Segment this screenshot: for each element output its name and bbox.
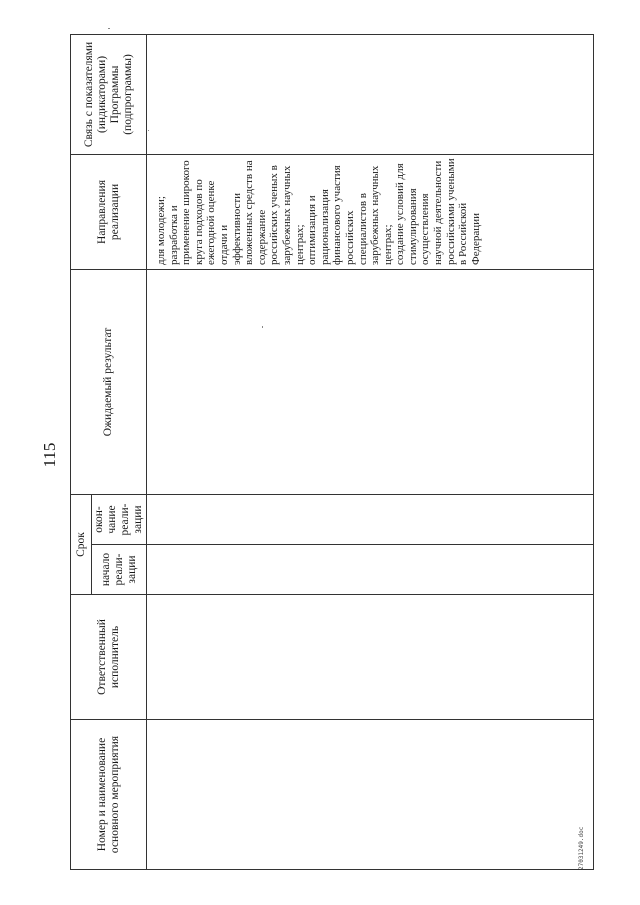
rotated-content [30, 30, 600, 880]
directions-line: рационализация [318, 189, 331, 265]
header-term-start: начало реали- зации [92, 545, 147, 595]
document-code: 27031249.doc [578, 826, 585, 870]
cell-responsible [147, 595, 594, 720]
directions-line: отдачи и [217, 224, 230, 265]
table-row [147, 34, 594, 869]
directions-line: зарубежных научных [280, 165, 293, 265]
directions-line: для молодежи; [155, 196, 167, 265]
header-row [71, 34, 92, 869]
scan-mark [148, 130, 149, 131]
directions-line: применение широкого [180, 160, 193, 265]
directions-line: финансового участия [331, 165, 344, 265]
cell-term-end [147, 494, 594, 544]
directions-line: создание условий для [394, 163, 407, 265]
cell-directions [147, 154, 594, 269]
header-responsible: Ответственный исполнитель [71, 595, 147, 720]
directions-line: вложенных средств на [243, 160, 256, 265]
directions-line: научной деятельности [432, 160, 445, 265]
header-term-end: окон- чание реали- зации [92, 494, 147, 544]
header-expected-result: Ожидаемый результат [71, 269, 147, 494]
directions-line: центрах; [381, 224, 394, 265]
cell-expected-result [147, 269, 594, 494]
directions-text [155, 159, 482, 265]
directions-line: российскими учеными [444, 158, 457, 265]
directions-line: в Российской [457, 202, 470, 265]
directions-line: российских [343, 210, 356, 265]
directions-line: Федерации [469, 213, 482, 265]
scan-mark [108, 28, 110, 29]
header-directions: Направления реализации [71, 154, 147, 269]
header-measure-name: Номер и наименование основного мероприятия [71, 720, 147, 870]
directions-line: разработка и [167, 205, 180, 265]
directions-line: ежегодной оценке [205, 180, 218, 265]
directions-line: зарубежных научных [369, 165, 382, 265]
scan-mark [262, 326, 263, 328]
directions-line: центрах; [293, 224, 306, 265]
page-number: 115 [40, 442, 59, 468]
cell-indicator-link [147, 34, 594, 154]
directions-line: круга подходов по [192, 179, 205, 265]
measures-table [70, 34, 594, 870]
directions-line: содержание [255, 209, 268, 265]
directions-line: эффективности [230, 192, 243, 265]
directions-line: осуществления [419, 193, 432, 265]
directions-line: российских ученых в [268, 165, 281, 265]
directions-line: оптимизация и [306, 195, 319, 265]
header-indicator-link: Связь с показателями (индикаторами) Программы (подпрограммы) [71, 34, 147, 154]
header-term: Срок [71, 494, 92, 594]
cell-measure-name [147, 720, 594, 870]
directions-line: стимулирования [406, 188, 419, 265]
cell-term-start [147, 545, 594, 595]
directions-line: специалистов в [356, 193, 369, 265]
